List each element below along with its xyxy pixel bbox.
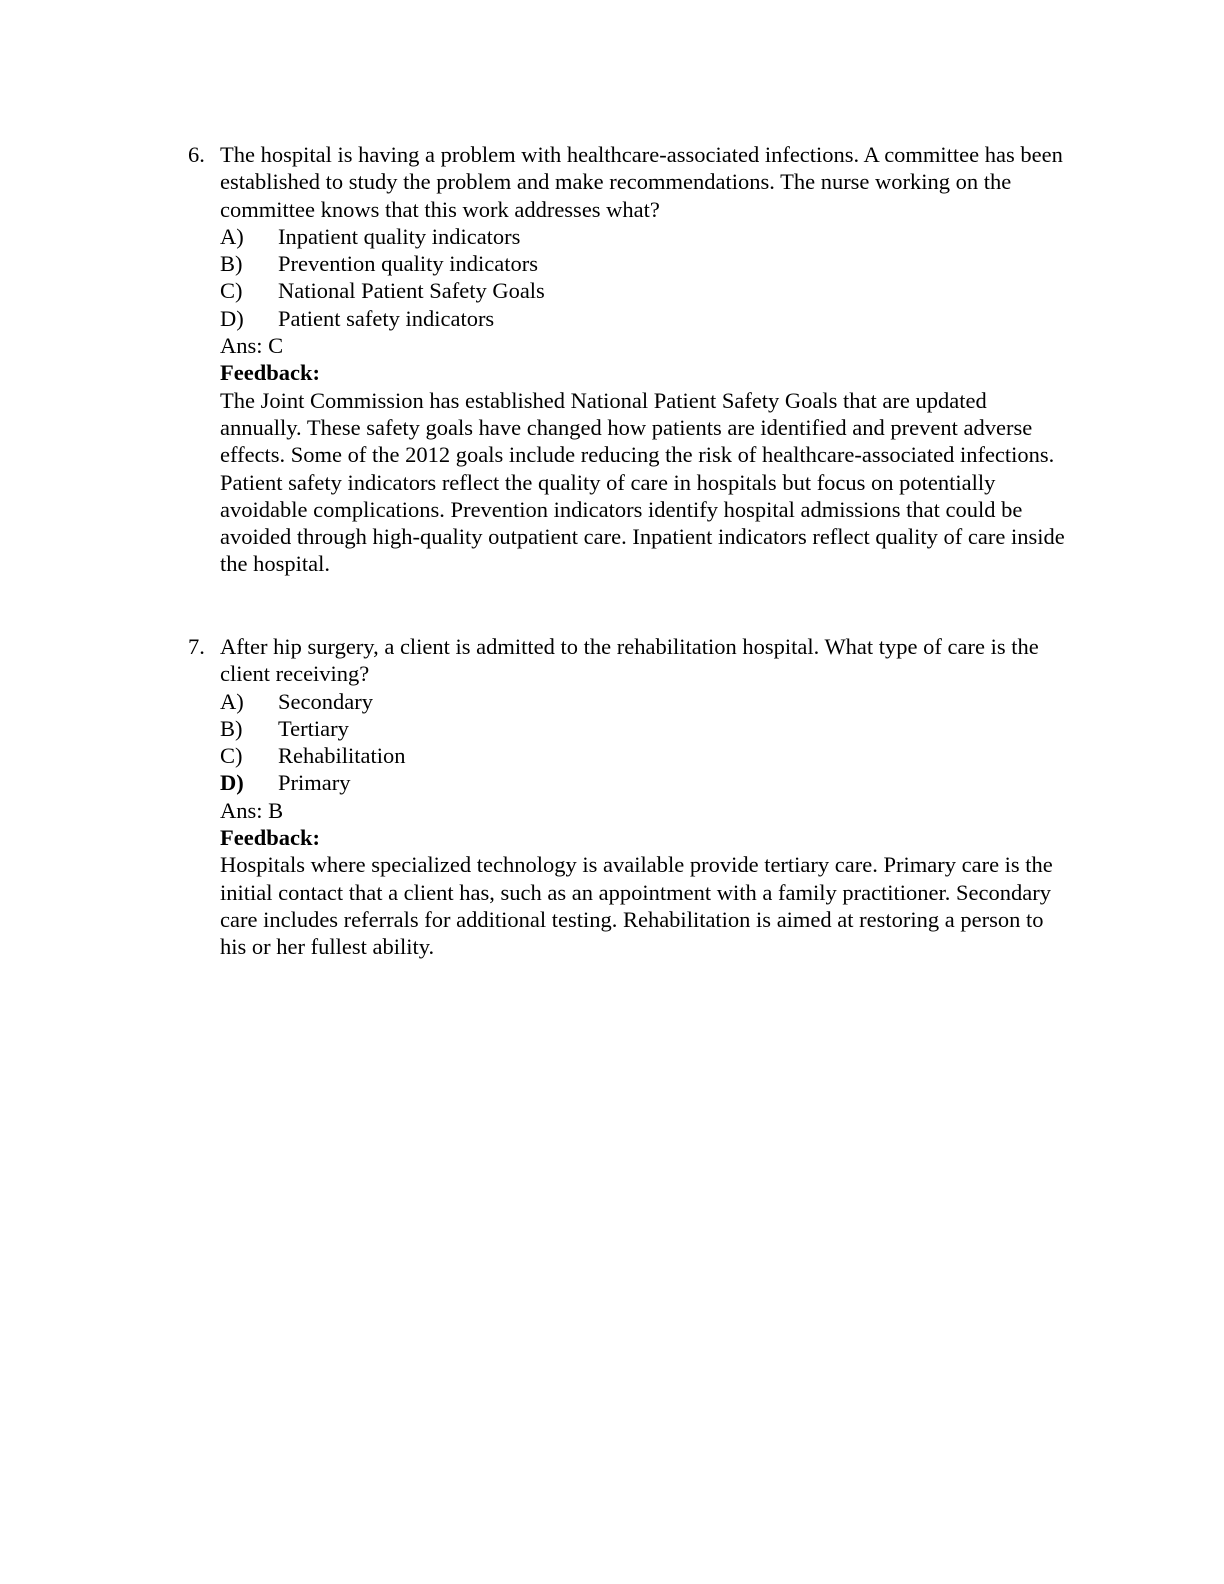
option-letter: B) — [220, 251, 243, 277]
question-body — [220, 633, 1068, 961]
option-letter: C) — [220, 278, 243, 304]
option-text: National Patient Safety Goals — [278, 278, 545, 304]
option-d — [220, 305, 1068, 332]
question-number: 6. — [188, 142, 205, 167]
option-text: Primary — [278, 770, 351, 796]
option-b — [220, 250, 1068, 277]
option-text: Patient safety indicators — [278, 305, 495, 331]
answer-key: Ans: B — [220, 797, 284, 823]
feedback-text: Hospitals where specialized technology is available provide tertiary care. Primary care is the initial contact that a client has, such as an appointment with a family practitioner. Secondary care includes referrals for additional testing. Rehabilitation is aimed at restoring a person to his or her fullest ability. — [220, 852, 1053, 960]
question-stem: The hospital is having a problem with healthcare-associated infections. A committee has been established to study the problem and make recommendations. The nurse working on the committee knows that this work addresses what? — [220, 142, 1063, 222]
feedback-label: Feedback: — [220, 360, 320, 386]
option-letter: D) — [220, 770, 244, 796]
question-7 — [188, 633, 1068, 961]
question-stem: After hip surgery, a client is admitted to the rehabilitation hospital. What type of care is the client receiving? — [220, 634, 1039, 687]
option-b — [220, 715, 1068, 742]
option-c — [220, 742, 1068, 769]
feedback-label: Feedback: — [220, 825, 320, 851]
question-6 — [188, 141, 1068, 578]
question-body — [220, 141, 1068, 578]
option-c — [220, 277, 1068, 304]
question-number: 7. — [188, 634, 205, 659]
option-text: Tertiary — [278, 715, 349, 741]
option-text: Prevention quality indicators — [278, 251, 538, 277]
option-text: Rehabilitation — [278, 743, 406, 769]
option-letter: D) — [220, 305, 244, 331]
option-letter: C) — [220, 743, 243, 769]
option-letter: A) — [220, 688, 244, 714]
option-text: Secondary — [278, 688, 373, 714]
option-letter: A) — [220, 223, 244, 249]
answer-key: Ans: C — [220, 333, 284, 359]
option-letter: B) — [220, 715, 243, 741]
option-a — [220, 223, 1068, 250]
feedback-text: The Joint Commission has established National Patient Safety Goals that are updated annually. These safety goals have changed how patients are identified and prevent adverse effects. Some of the 2012 goals include reducing the risk of healthcare-associated infections. Patient safety indicators reflect the quality of care in hospitals but focus on potentially avoidable complications. Prevention indicators identify hospital admissions that could be avoided through high-quality outpatient care. Inpatient indicators reflect quality of care inside the hospital. — [220, 387, 1065, 577]
option-d — [220, 769, 1068, 796]
option-text: Inpatient quality indicators — [278, 223, 521, 249]
option-a — [220, 688, 1068, 715]
